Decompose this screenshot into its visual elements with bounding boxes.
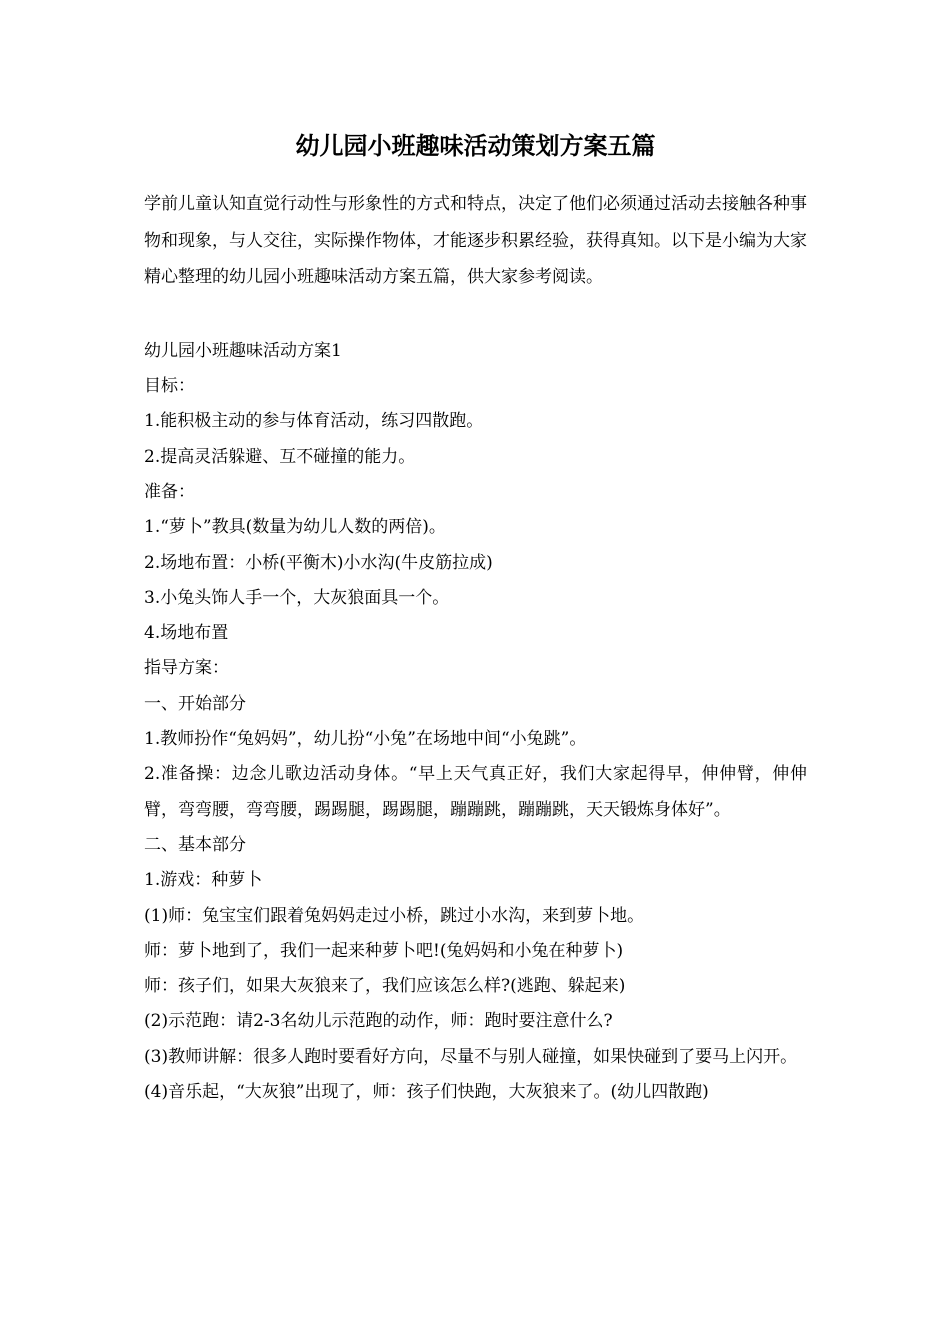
section-heading: 幼儿园小班趣味活动方案1	[144, 340, 342, 361]
text-line: 二、基本部分	[144, 834, 246, 855]
text-line: 3.小兔头饰人手一个，大灰狼面具一个。	[144, 587, 450, 608]
text-line: (1)师：兔宝宝们跟着兔妈妈走过小桥，跳过小水沟，来到萝卜地。	[144, 905, 645, 926]
text-line: 2.准备操：边念儿歌边活动身体。“早上天气真正好，我们大家起得早，伸伸臂，伸伸臂，弯弯腰，弯弯腰，踢踢腿，踢踢腿，蹦蹦跳，蹦蹦跳，天天锻炼身体好”。	[144, 764, 807, 820]
text-line: 4.场地布置	[144, 623, 229, 644]
text-line: 指导方案：	[144, 658, 229, 679]
text-line: 一、开始部分	[144, 693, 246, 714]
text-line: 师：孩子们，如果大灰狼来了，我们应该怎么样?(逃跑、躲起来)	[144, 976, 626, 997]
text-line: 准备：	[144, 481, 195, 502]
document-title: 幼儿园小班趣味活动策划方案五篇	[295, 131, 656, 160]
text-line: 2.提高灵活躲避、互不碰撞的能力。	[144, 446, 416, 467]
text-line: 1.能积极主动的参与体育活动，练习四散跑。	[144, 411, 484, 432]
text-line: (2)示范跑：请2-3名幼儿示范跑的动作，师：跑时要注意什么?	[144, 1011, 613, 1032]
text-line: (3)教师讲解：很多人跑时要看好方向，尽量不与别人碰撞，如果快碰到了要马上闪开。	[144, 1046, 798, 1067]
paragraph-gap	[144, 296, 807, 334]
intro-paragraph: 学前儿童认知直觉行动性与形象性的方式和特点，决定了他们必须通过活动去接触各种事物和现象，与人交往，实际操作物体，才能逐步积累经验，获得真知。以下是小编为大家精心整理的幼儿园小班趣味活动方案五篇，供大家参考阅读。	[144, 194, 807, 288]
text-line: 1.游戏：种萝卜	[144, 870, 263, 891]
text-line: 2.场地布置：小桥(平衡木)小水沟(牛皮筋拉成)	[144, 552, 493, 573]
text-line: 师：萝卜地到了，我们一起来种萝卜吧!(兔妈妈和小兔在种萝卜)	[144, 940, 624, 961]
text-line: 目标：	[144, 376, 195, 397]
text-line: 1.教师扮作“兔妈妈”，幼儿扮“小兔”在场地中间“小兔跳”。	[144, 729, 587, 750]
text-line: (4)音乐起，“大灰狼”出现了，师：孩子们快跑，大灰狼来了。(幼儿四散跑)	[144, 1082, 709, 1103]
text-line: 1.“萝卜”教具(数量为幼儿人数的两倍)。	[144, 517, 446, 538]
body-lines	[144, 334, 807, 1111]
document-page	[144, 128, 807, 1110]
